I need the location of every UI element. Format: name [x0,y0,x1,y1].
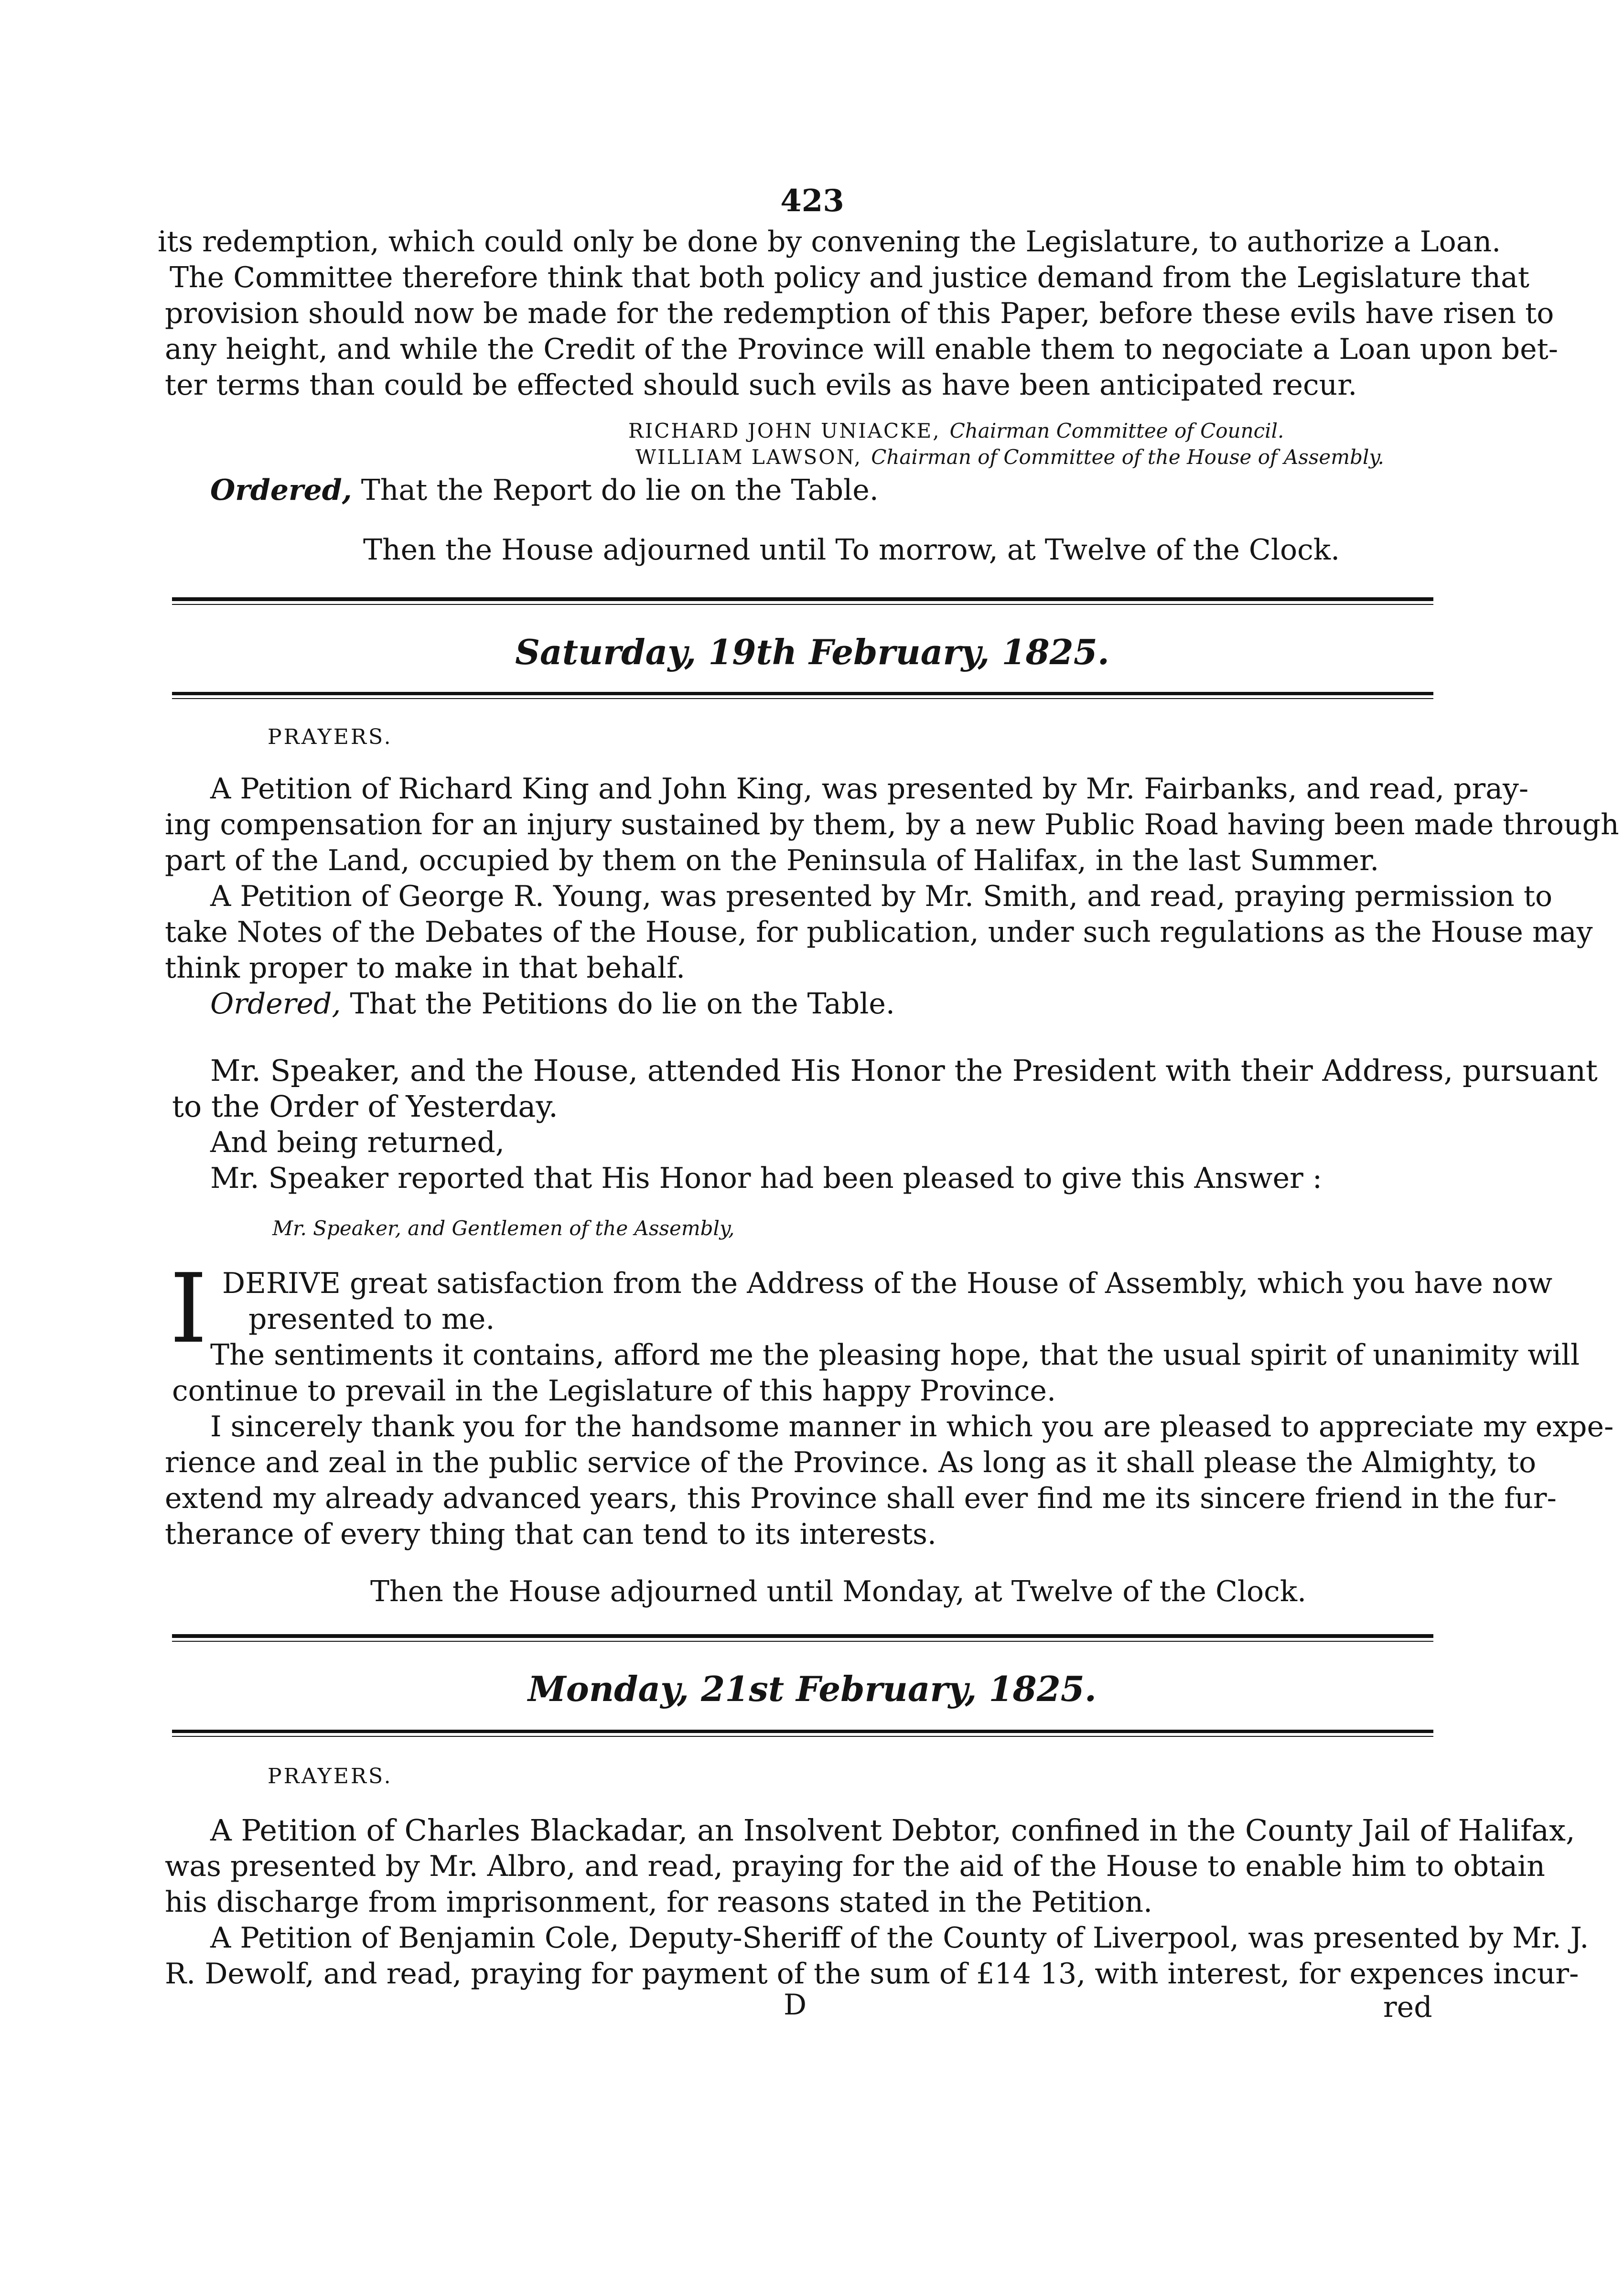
divider-rule [172,1730,1433,1733]
divider-rule [172,698,1433,699]
petition-line: take Notes of the Debates of the House, for publication, under such regulations as the House may [165,915,1593,949]
answer-line: I sincerely thank you for the handsome manner in which you are pleased to appreciate my expe- [210,1410,1614,1443]
salutation: Mr. Speaker, and Gentlemen of the Assembly, [272,1217,735,1240]
ordered-keyword: Ordered, [210,987,341,1021]
signature-mark: D [784,1988,807,2022]
ordered-petitions [210,987,895,1021]
adjournment-text: Then the House adjourned until To morrow, at Twelve of the Clock. [363,533,1340,567]
returned-line: And being returned, [210,1126,505,1159]
divider-rule [172,1641,1433,1642]
speaker-line: to the Order of Yesterday. [172,1089,558,1124]
prayers-label: PRAYERS. [268,725,393,749]
ordered-text: That the Report do lie on the Table. [361,474,879,507]
date-heading-saturday: Saturday, 19th February, 1825. [515,632,1109,672]
report-line: its redemption, which could only be done by convening the Legislature, to authorize a Loan. [158,225,1501,258]
divider-rule [172,1736,1433,1737]
signature-lawson [635,437,1384,472]
drop-cap: I [170,1253,208,1365]
divider-rule [172,597,1433,601]
petition-line: R. Dewolf, and read, praying for payment of the sum of £14 13, with interest, for expences incur- [165,1957,1579,1991]
report-line: any height, and while the Credit of the Province will enable them to negociate a Loan upon bet- [165,333,1558,366]
answer-line: rience and zeal in the public service of the Province. As long as it shall please the Almighty, to [165,1446,1537,1479]
petition-line: ing compensation for an injury sustained by them, by a new Public Road having been made through [165,808,1619,841]
report-line: The Committee therefore think that both policy and justice demand from the Legislature that [170,261,1529,294]
ordered-keyword: Ordered, [210,474,352,507]
report-line: ter terms than could be effected should such evils as have been anticipated recur. [165,368,1357,402]
page-number: 423 [780,183,844,219]
speaker-line: Mr. Speaker, and the House, attended His Honor the President with their Address, pursuant [210,1053,1598,1088]
prayers-label: PRAYERS. [268,1764,393,1788]
answer-line: therance of every thing that can tend to its interests. [165,1518,936,1551]
answer-line: DERIVE great satisfaction from the Address of the House of Assembly, which you have now [222,1267,1553,1300]
reported-line: Mr. Speaker reported that His Honor had been pleased to give this Answer : [210,1162,1323,1195]
date-heading-monday: Monday, 21st February, 1825. [528,1669,1097,1709]
divider-rule [172,1634,1433,1638]
signer-title: Chairman of Committee of the House of Assembly. [871,445,1384,469]
answer-line: The sentiments it contains, afford me the pleasing hope, that the usual spirit of unanimity will [210,1338,1580,1372]
answer-line: extend my already advanced years, this Province shall ever find me its sincere friend in the fur- [165,1482,1557,1515]
petition-line: was presented by Mr. Albro, and read, praying for the aid of the House to enable him to obtain [165,1850,1545,1883]
petition-line: his discharge from imprisonment, for reasons stated in the Petition. [165,1885,1153,1919]
adjournment-text: Then the House adjourned until Monday, at Twelve of the Clock. [370,1575,1307,1608]
ordered-text: That the Petitions do lie on the Table. [350,987,895,1021]
petition-line: part of the Land, occupied by them on the Peninsula of Halifax, in the last Summer. [165,844,1379,877]
petition-line: A Petition of Richard King and John King, was presented by Mr. Fairbanks, and read, pray- [210,772,1529,806]
petition-line: think proper to make in that behalf. [165,951,686,985]
answer-line: continue to prevail in the Legislature of this happy Province. [172,1374,1056,1408]
ordered-report [210,473,879,507]
answer-line: presented to me. [248,1303,495,1336]
report-line: provision should now be made for the redemption of this Paper, before these evils have risen to [165,297,1554,330]
catchword: red [1383,1991,1432,2024]
petition-line: A Petition of Benjamin Cole, Deputy-Sheriff of the County of Liverpool, was presented by Mr. J. [210,1921,1589,1955]
petition-line: A Petition of George R. Young, was presented by Mr. Smith, and read, praying permission to [210,880,1553,913]
signer-name: RICHARD JOHN UNIACKE, [628,419,941,442]
signer-name: WILLIAM LAWSON, [635,445,862,469]
divider-rule [172,692,1433,695]
signer-title: Chairman Committee of Council. [949,419,1284,442]
divider-rule [172,604,1433,605]
petition-line: A Petition of Charles Blackadar, an Insolvent Debtor, confined in the County Jail of Halifax, [210,1813,1575,1848]
